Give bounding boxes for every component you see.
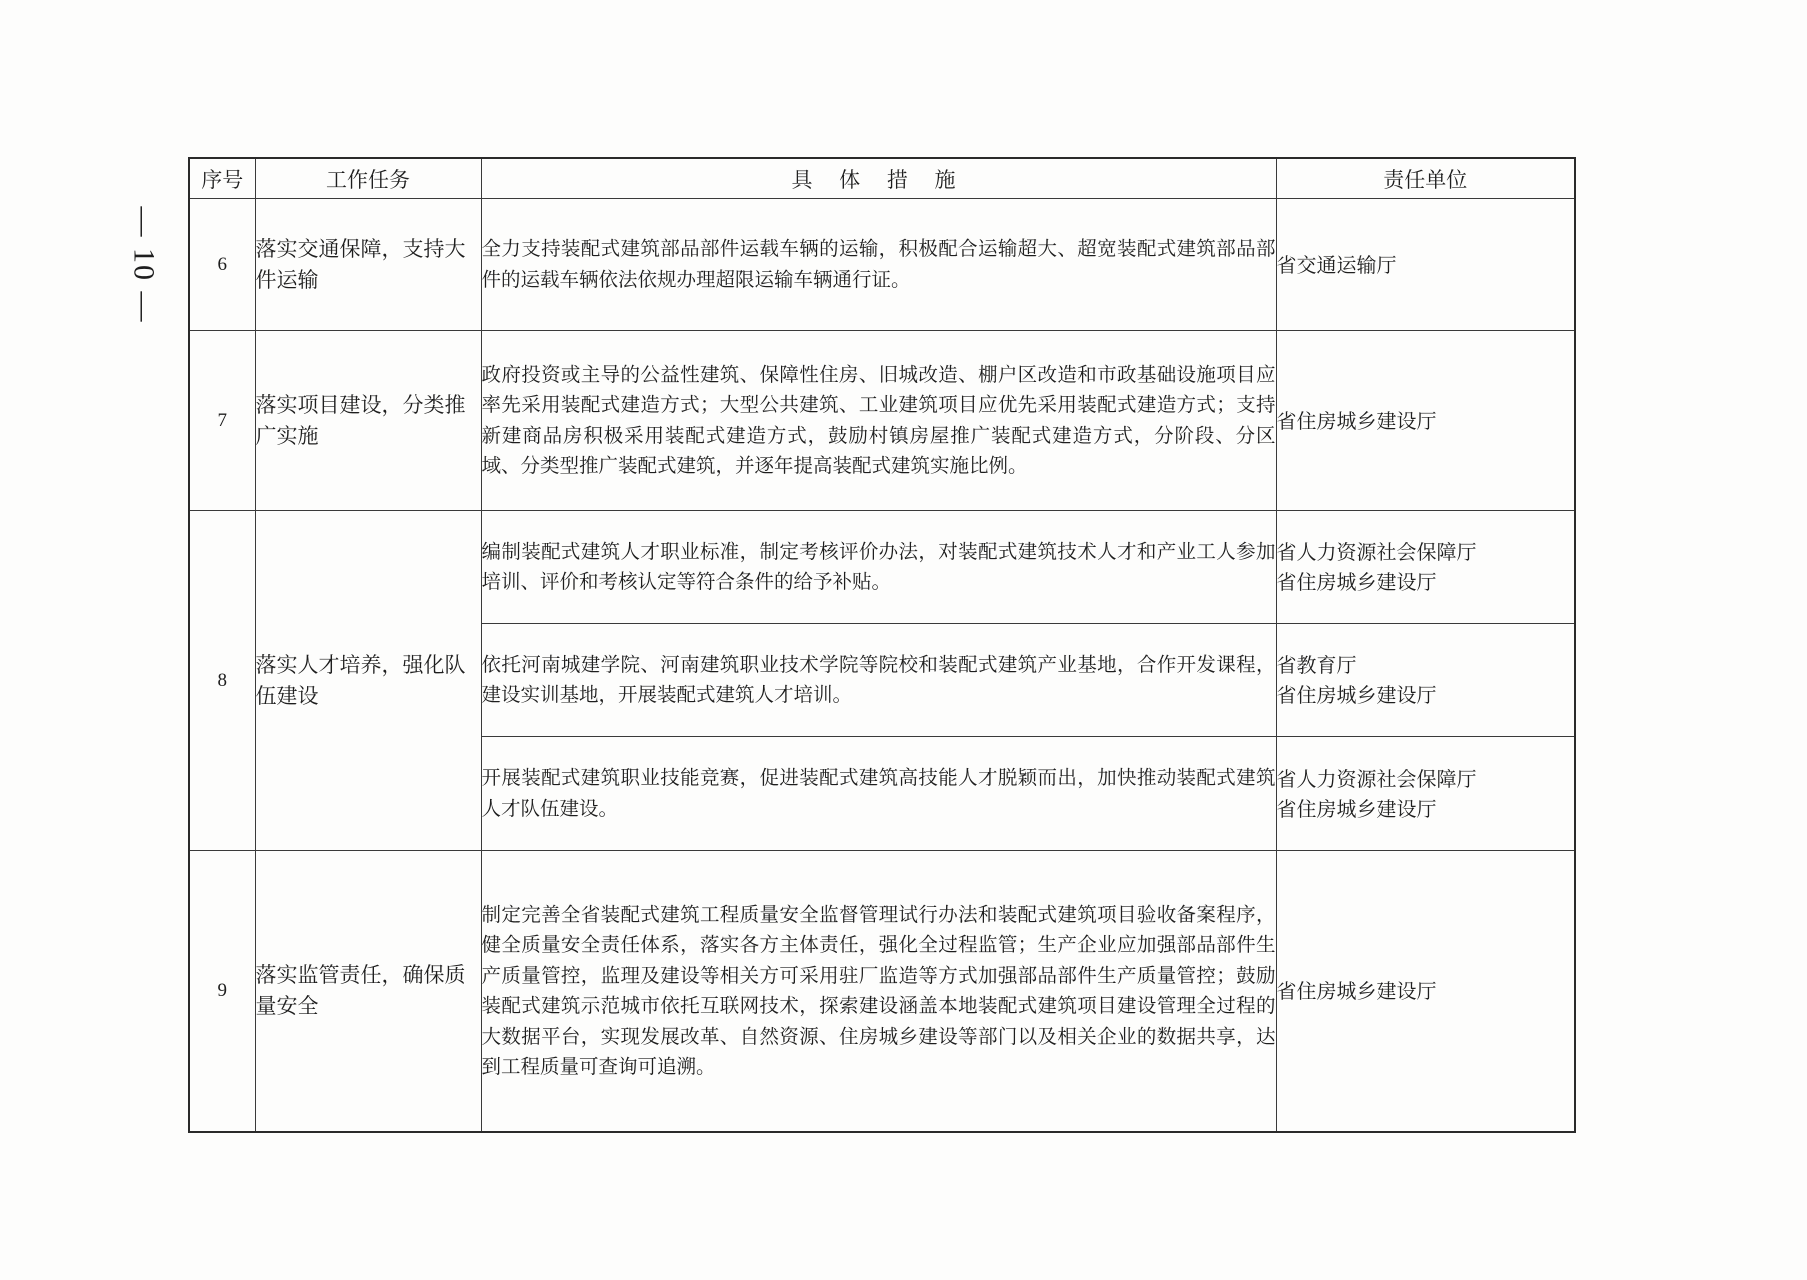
- row-task: 落实交通保障，支持大件运输: [255, 199, 481, 331]
- row-seq: 7: [189, 331, 255, 511]
- row-measure: 编制装配式建筑人才职业标准，制定考核评价办法，对装配式建筑技术人才和产业工人参加培训、评价和考核认定等符合条件的给予补贴。: [481, 511, 1276, 624]
- table-row: [189, 851, 1575, 1133]
- row-seq: 9: [189, 851, 255, 1133]
- unit-name: 省住房城乡建设厅: [1276, 979, 1437, 1003]
- unit-name: 省教育厅: [1276, 653, 1357, 677]
- unit-name: 省人力资源社会保障厅: [1276, 766, 1477, 791]
- header-seq: 序号: [189, 158, 255, 199]
- row-units: [1276, 199, 1575, 331]
- row-measure: 依托河南城建学院、河南建筑职业技术学院等院校和装配式建筑产业基地，合作开发课程，建设实训基地，开展装配式建筑人才培训。: [481, 624, 1276, 737]
- header-task: 工作任务: [255, 158, 481, 199]
- task-table: [188, 157, 1576, 1133]
- row-measure: 政府投资或主导的公益性建筑、保障性住房、旧城改造、棚户区改造和市政基础设施项目应率先采用装配式建造方式；大型公共建筑、工业建筑项目应优先采用装配式建造方式；支持新建商品房积极采用装配式建造方式，鼓励村镇房屋推广装配式建造方式，分阶段、分区域、分类型推广装配式建筑，并逐年提高装配式建筑实施比例。: [481, 331, 1276, 511]
- row-task: 落实监管责任，确保质量安全: [255, 851, 481, 1133]
- row-units: [1276, 511, 1575, 624]
- row-units: [1276, 331, 1575, 511]
- header-units: 责任单位: [1276, 158, 1575, 199]
- page-number-text: — 10 —: [127, 206, 160, 324]
- row-units: [1276, 624, 1575, 737]
- row-measure: 开展装配式建筑职业技能竞赛，促进装配式建筑高技能人才脱颖而出，加快推动装配式建筑人才队伍建设。: [481, 737, 1276, 851]
- page-number: [118, 170, 168, 360]
- header-measures: 具 体 措 施: [481, 158, 1276, 199]
- row-units: [1276, 851, 1575, 1133]
- table-row: [189, 199, 1575, 331]
- unit-name: 省住房城乡建设厅: [1276, 683, 1437, 707]
- table-row: [189, 331, 1575, 511]
- unit-name: 省人力资源社会保障厅: [1276, 540, 1477, 564]
- row-seq: 8: [189, 511, 255, 851]
- row-task: 落实人才培养，强化队伍建设: [255, 511, 481, 851]
- row-measure: 制定完善全省装配式建筑工程质量安全监督管理试行办法和装配式建筑项目验收备案程序，健全质量安全责任体系，落实各方主体责任，强化全过程监管；生产企业应加强部品部件生产质量管控，监理及建设等相关方可采用驻厂监造等方式加强部品部件生产质量管控；鼓励装配式建筑示范城市依托互联网技术，探索建设涵盖本地装配式建筑项目建设管理全过程的大数据平台，实现发展改革、自然资源、住房城乡建设等部门以及相关企业的数据共享，达到工程质量可查询可追溯。: [481, 851, 1276, 1133]
- unit-name: 省住房城乡建设厅: [1276, 796, 1437, 821]
- row-seq: 6: [189, 199, 255, 331]
- unit-name: 省住房城乡建设厅: [1276, 570, 1437, 594]
- row-units: [1276, 737, 1575, 851]
- row-task: 落实项目建设，分类推广实施: [255, 331, 481, 511]
- row-measure: 全力支持装配式建筑部品部件运载车辆的运输，积极配合运输超大、超宽装配式建筑部品部件的运载车辆依法依规办理超限运输车辆通行证。: [481, 199, 1276, 331]
- unit-name: 省住房城乡建设厅: [1276, 408, 1437, 433]
- unit-name: 省交通运输厅: [1276, 252, 1397, 277]
- table-row: [189, 511, 1575, 624]
- table-header-row: [189, 158, 1575, 199]
